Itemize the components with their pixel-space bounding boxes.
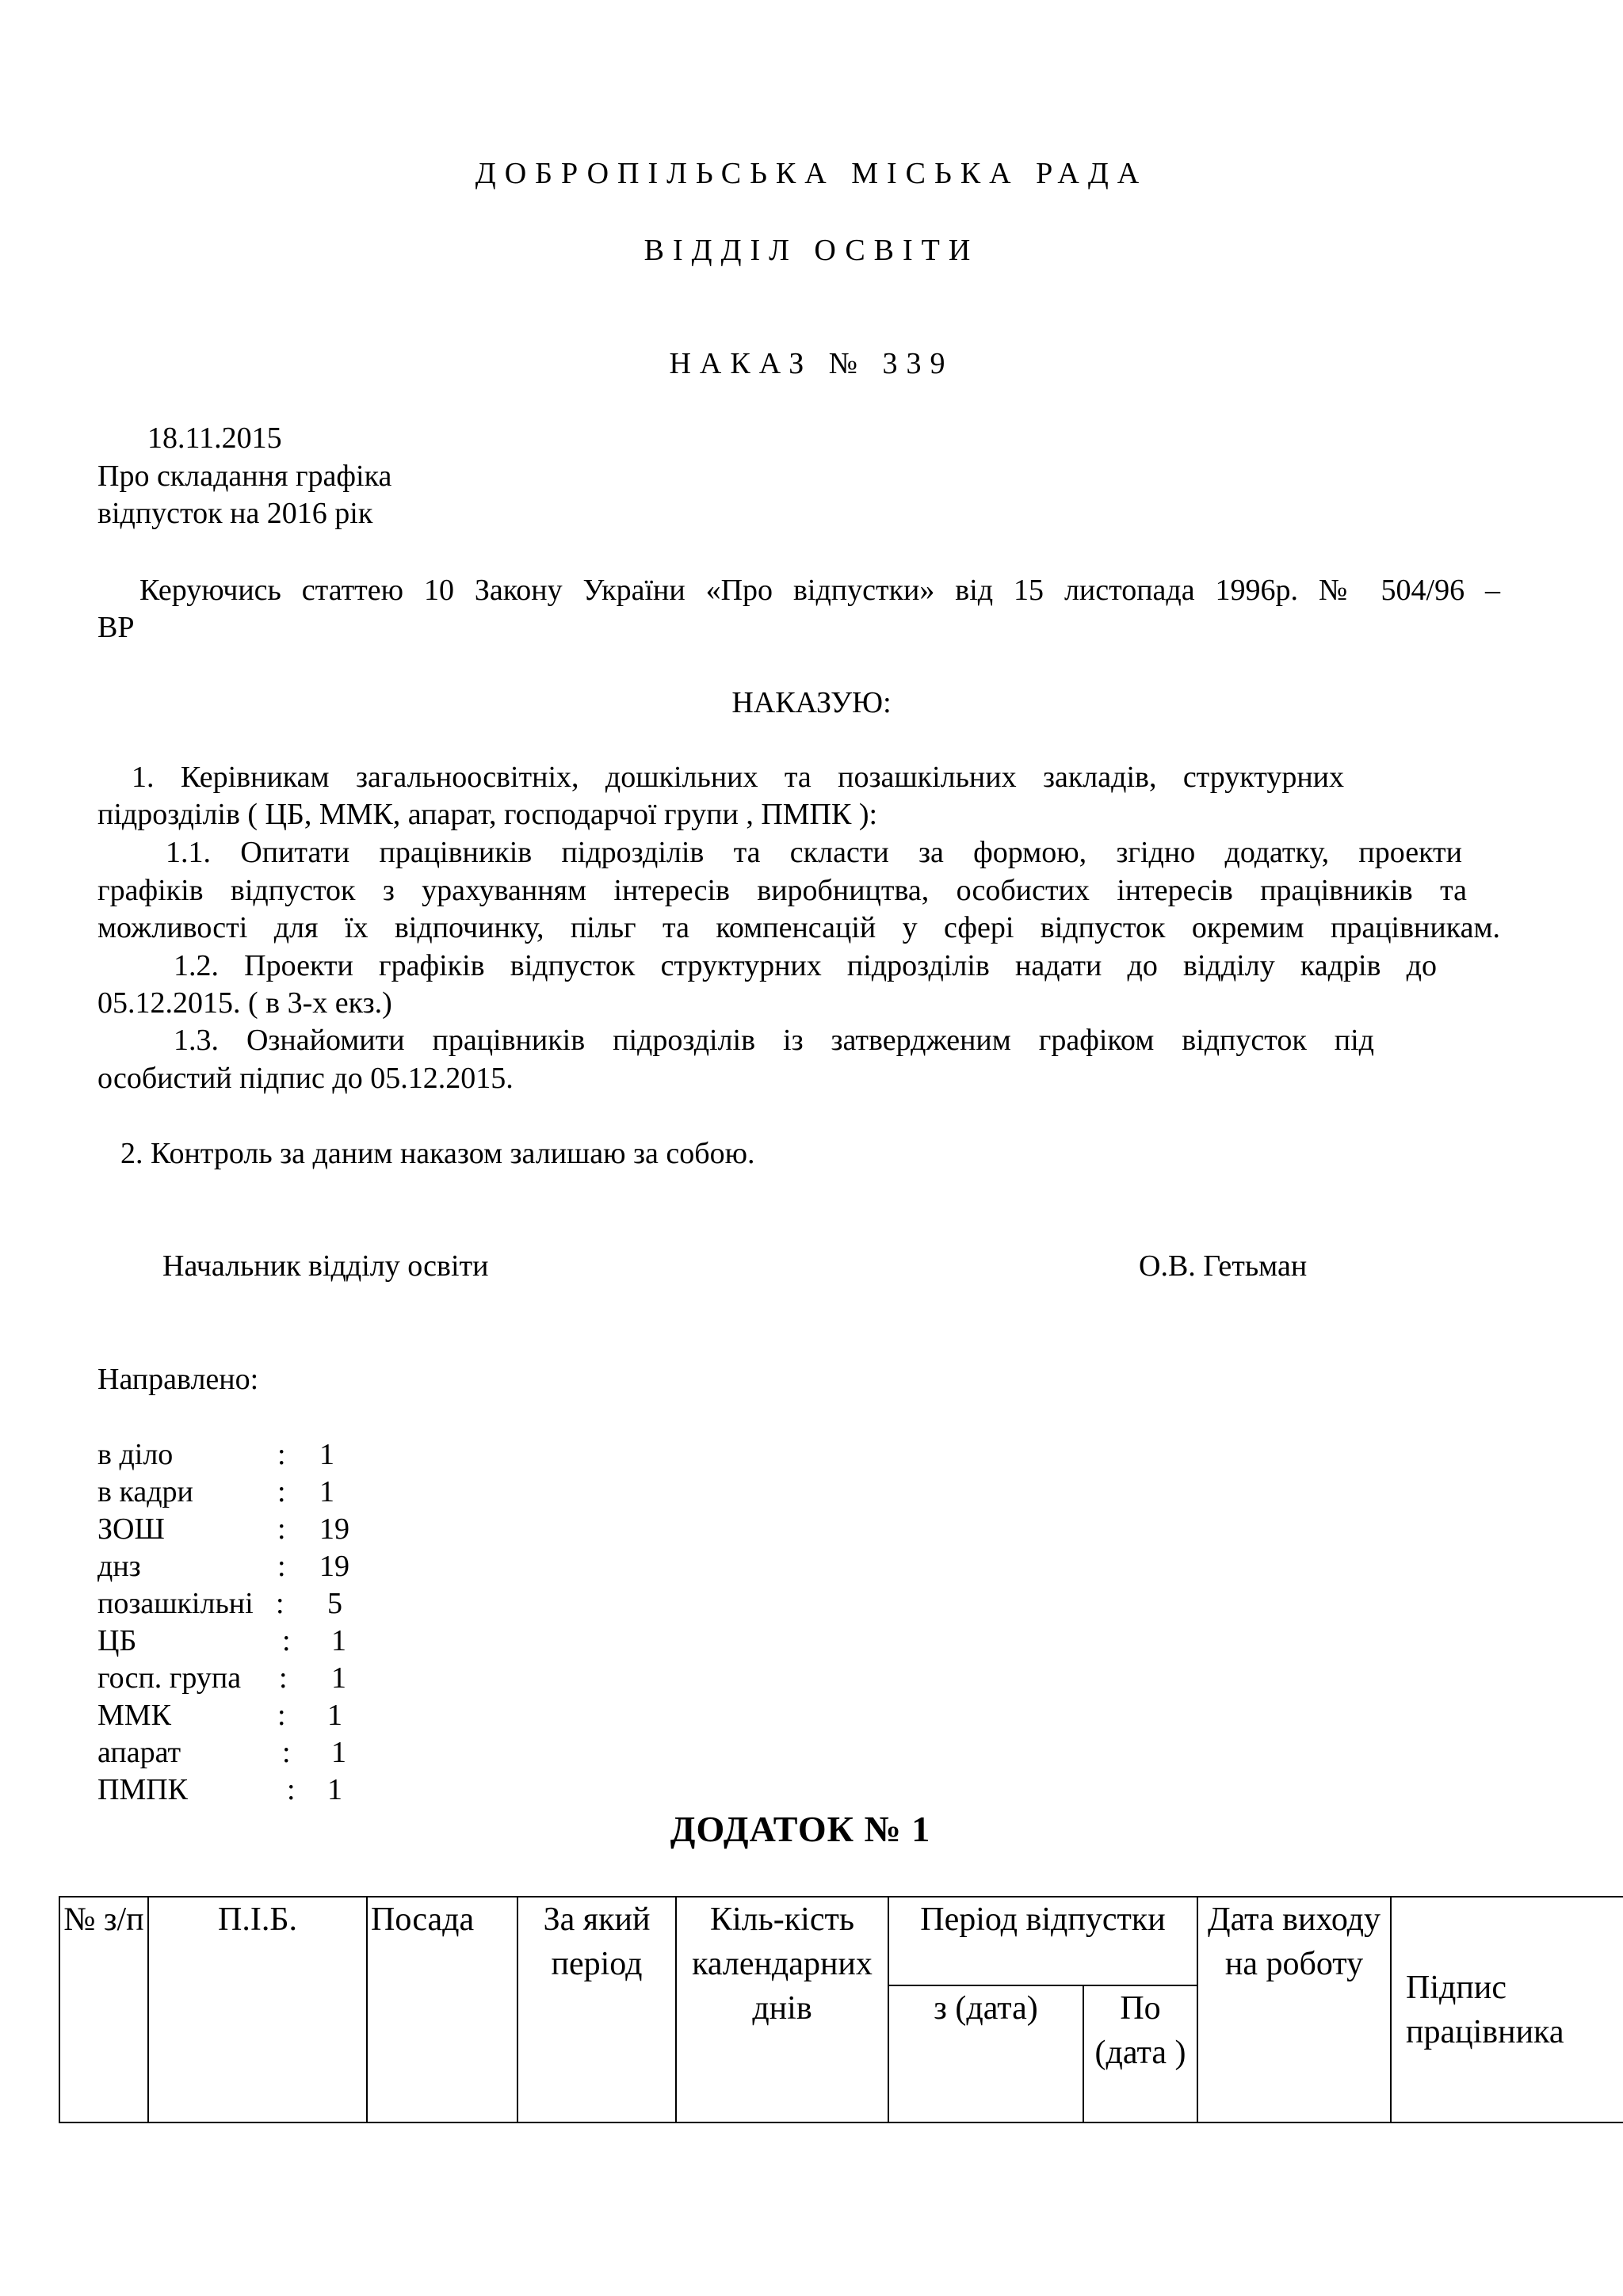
distribution-label: ПМПК <box>97 1773 189 1806</box>
distribution-value: 1 <box>319 1475 334 1508</box>
department-name: ВІДДІЛ ОСВІТИ <box>643 234 980 267</box>
item-1-line1: 1. Керівникам загальноосвітніх, дошкільних та позашкільних закладів, структурних <box>132 761 1344 794</box>
council-name: ДОБРОПІЛЬСЬКА МІСЬКА РАДА <box>475 157 1148 190</box>
distribution-value: 19 <box>319 1512 349 1546</box>
distribution-colon: : <box>277 1512 286 1546</box>
distribution-value: 19 <box>319 1550 349 1583</box>
preamble-line2: ВР <box>97 611 135 644</box>
col-signature: Підпис працівника <box>1391 1897 1623 2122</box>
item-1-1-line1: 1.1. Опитати працівників підрозділів та скласти за формою, згідно додатку, проекти <box>166 836 1462 869</box>
distribution-label: ЦБ <box>97 1624 137 1657</box>
distribution-value: 1 <box>331 1661 346 1695</box>
distribution-value: 1 <box>331 1624 346 1657</box>
order-date: 18.11.2015 <box>147 421 282 455</box>
item-2: 2. Контроль за даним наказом залишаю за собою. <box>120 1137 755 1170</box>
distribution-colon: : <box>277 1699 286 1732</box>
item-1-3-line1: 1.3. Ознайомити працівників підрозділів із затвердженим графіком відпусток під <box>174 1024 1374 1057</box>
col-position: Посада <box>367 1897 517 2122</box>
col-return-date: Дата виходу на роботу <box>1197 1897 1391 2122</box>
order-subject-line1: Про складання графіка <box>97 460 392 493</box>
distribution-colon: : <box>277 1438 286 1471</box>
distribution-label: апарат <box>97 1736 181 1769</box>
distribution-label: госп. група <box>97 1661 242 1695</box>
signature-name: О.В. Гетьман <box>1139 1249 1308 1283</box>
distribution-label: ММК <box>97 1699 171 1732</box>
order-subject-line2: відпусток на 2016 рік <box>97 497 373 530</box>
distribution-value: 1 <box>327 1699 342 1732</box>
order-number: НАКАЗ № 339 <box>669 347 954 380</box>
order-heading: НАКАЗУЮ: <box>731 686 892 719</box>
col-period: За який період <box>517 1897 676 2122</box>
col-from-date: з (дата) <box>888 1985 1083 2122</box>
vacation-schedule-table <box>59 1896 1623 2123</box>
item-1-1-line3: можливості для їх відпочинку, пільг та компенсацій у сфері відпусток окремим працівникам. <box>97 911 1500 944</box>
col-number: № з/п <box>59 1897 148 2122</box>
distribution-colon: : <box>282 1736 291 1769</box>
annex-title: ДОДАТОК № 1 <box>670 1809 931 1849</box>
item-1-1-line2: графіків відпусток з урахуванням інтересів виробництва, особистих інтересів працівників та <box>97 874 1467 907</box>
table-header-row <box>59 1897 1623 1985</box>
item-1-2-line2: 05.12.2015. ( в 3-х екз.) <box>97 986 392 1020</box>
distribution-label: в діло <box>97 1438 174 1471</box>
preamble-line1: Керуючись статтею 10 Закону України «Про відпустки» від 15 листопада 1996р. № 504/96 – <box>139 574 1500 607</box>
distribution-colon: : <box>282 1624 291 1657</box>
distribution-label: позашкільні <box>97 1587 254 1620</box>
col-to-date: По (дата ) <box>1083 1985 1197 2122</box>
distribution-colon: : <box>277 1550 286 1583</box>
col-name: П.І.Б. <box>148 1897 367 2122</box>
signature-title: Начальник відділу освіти <box>162 1249 489 1283</box>
distribution-colon: : <box>277 1475 286 1508</box>
distribution-value: 1 <box>331 1736 346 1769</box>
col-days: Кіль-кість календарних днів <box>676 1897 888 2122</box>
col-vacation-period: Період відпустки <box>888 1897 1197 1985</box>
distribution-value: 5 <box>327 1587 342 1620</box>
item-1-2-line1: 1.2. Проекти графіків відпусток структурних підрозділів надати до відділу кадрів до <box>174 949 1437 982</box>
distribution-colon: : <box>287 1773 296 1806</box>
distribution-colon: : <box>276 1587 285 1620</box>
distribution-label: ЗОШ <box>97 1512 165 1546</box>
item-1-line2: підрозділів ( ЦБ, ММК, апарат, господарчої групи , ПМПК ): <box>97 798 878 831</box>
distribution-heading: Направлено: <box>97 1363 259 1396</box>
distribution-value: 1 <box>319 1438 334 1471</box>
item-1-3-line2: особистий підпис до 05.12.2015. <box>97 1062 514 1095</box>
distribution-colon: : <box>279 1661 288 1695</box>
distribution-value: 1 <box>327 1773 342 1806</box>
distribution-label: в кадри <box>97 1475 193 1508</box>
distribution-label: днз <box>97 1550 141 1583</box>
